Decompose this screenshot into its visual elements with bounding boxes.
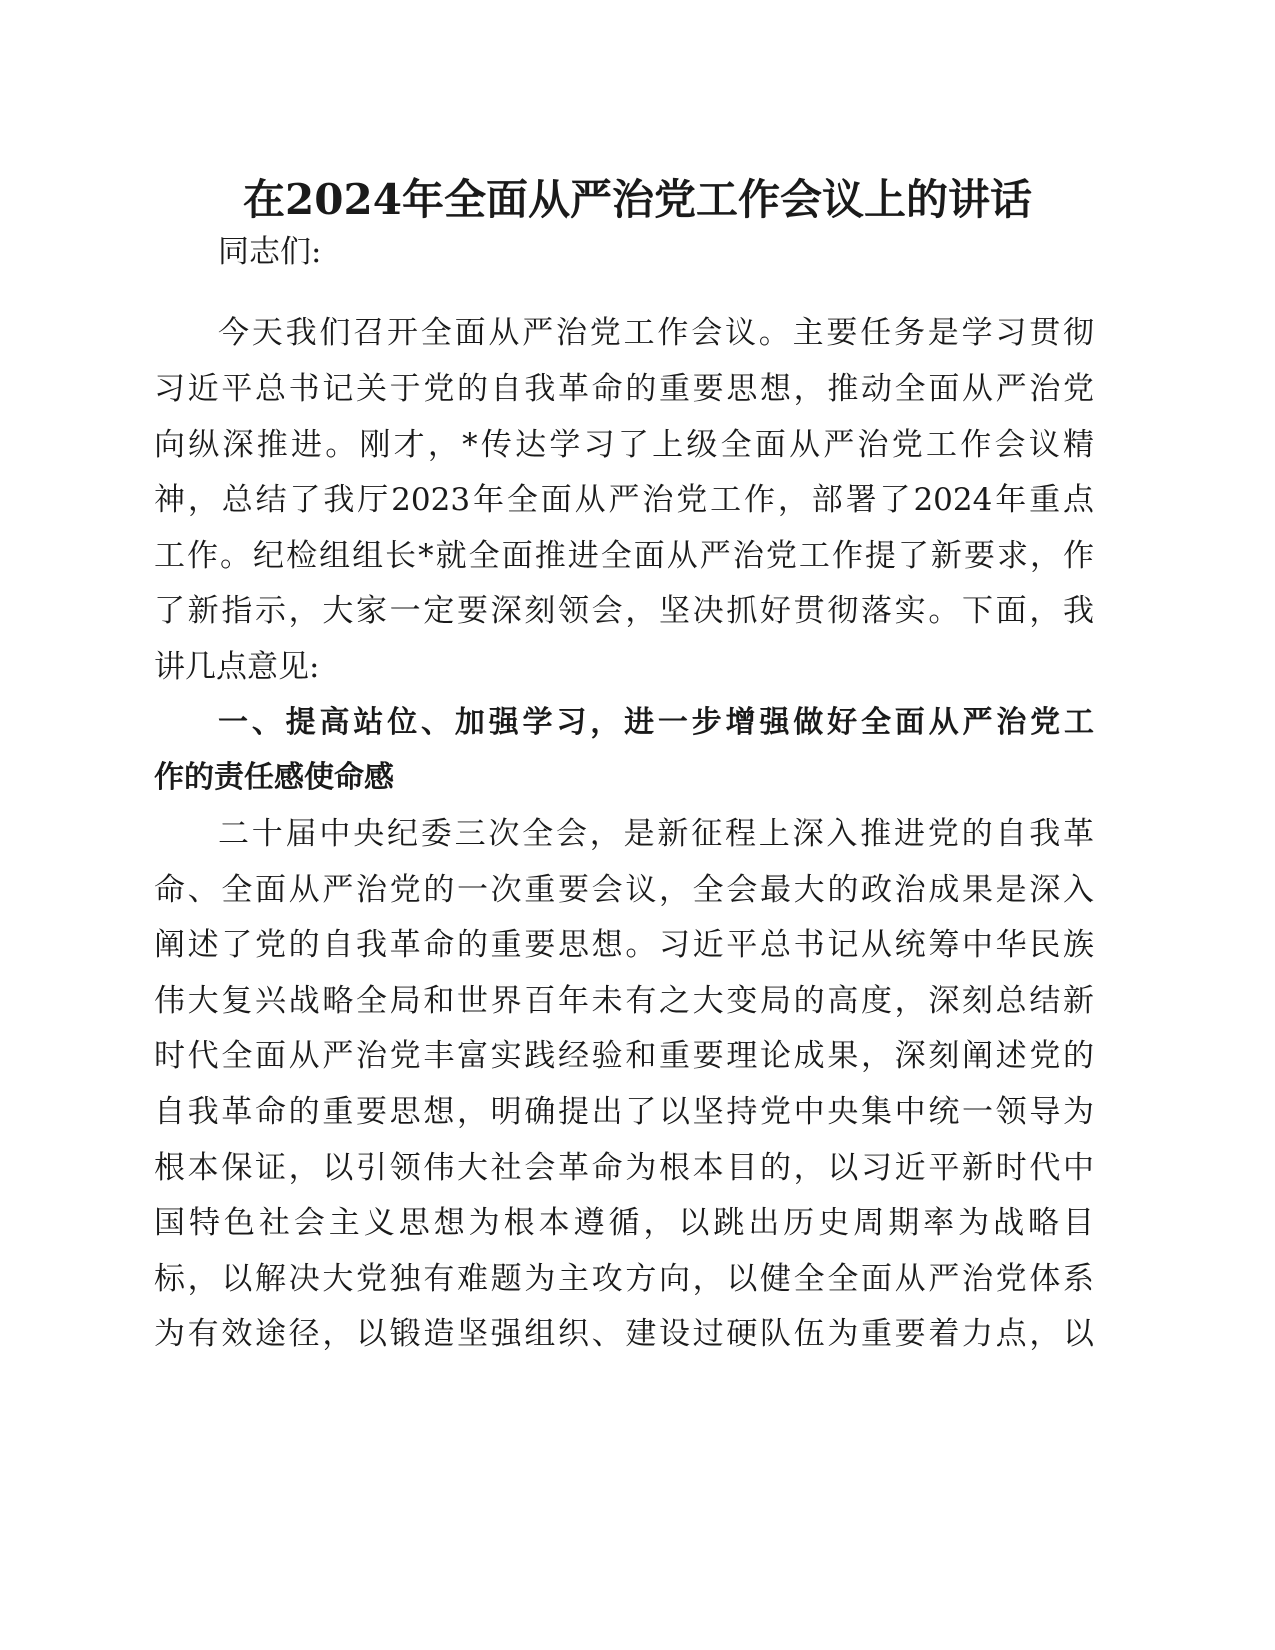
paragraph1-line: 工作。纪检组组长*就全面推进全面从严治党工作提了新要求，作 <box>154 538 1094 574</box>
paragraph2-line: 命、全面从严治党的一次重要会议，全会最大的政治成果是深入 <box>154 872 1094 908</box>
section-heading-line: 作的责任感使命感 <box>154 760 394 795</box>
paragraph2-line: 伟大复兴战略全局和世界百年未有之大变局的高度，深刻总结新 <box>154 983 1094 1019</box>
paragraph2-line: 为有效途径，以锻造坚强组织、建设过硬队伍为重要着力点，以 <box>154 1316 1094 1352</box>
paragraph1-line: 今天我们召开全面从严治党工作会议。主要任务是学习贯彻 <box>218 315 1094 351</box>
paragraph1-line: 了新指示，大家一定要深刻领会，坚决抓好贯彻落实。下面，我 <box>154 593 1094 629</box>
paragraph2-line: 自我革命的重要思想，明确提出了以坚持党中央集中统一领导为 <box>154 1094 1094 1130</box>
paragraph2-line: 根本保证，以引领伟大社会革命为根本目的，以习近平新时代中 <box>154 1150 1094 1186</box>
salutation: 同志们: <box>218 234 322 270</box>
paragraph2-line: 国特色社会主义思想为根本遵循，以跳出历史周期率为战略目 <box>154 1205 1094 1241</box>
paragraph1-line: 神，总结了我厅2023年全面从严治党工作，部署了2024年重点 <box>154 482 1094 518</box>
paragraph2-line: 二十届中央纪委三次全会，是新征程上深入推进党的自我革 <box>218 816 1094 852</box>
paragraph1-line: 讲几点意见: <box>154 649 320 685</box>
paragraph2-line: 标，以解决大党独有难题为主攻方向，以健全全面从严治党体系 <box>154 1261 1094 1297</box>
section-heading-line: 一、提高站位、加强学习，进一步增强做好全面从严治党工 <box>218 705 1094 740</box>
paragraph1-line: 习近平总书记关于党的自我革命的重要思想，推动全面从严治党 <box>154 371 1094 407</box>
paragraph1-line: 向纵深推进。刚才，*传达学习了上级全面从严治党工作会议精 <box>154 427 1094 463</box>
paragraph2-line: 阐述了党的自我革命的重要思想。习近平总书记从统筹中华民族 <box>154 927 1094 963</box>
paragraph2-line: 时代全面从严治党丰富实践经验和重要理论成果，深刻阐述党的 <box>154 1038 1094 1074</box>
document-title: 在2024年全面从严治党工作会议上的讲话 <box>243 175 1032 224</box>
